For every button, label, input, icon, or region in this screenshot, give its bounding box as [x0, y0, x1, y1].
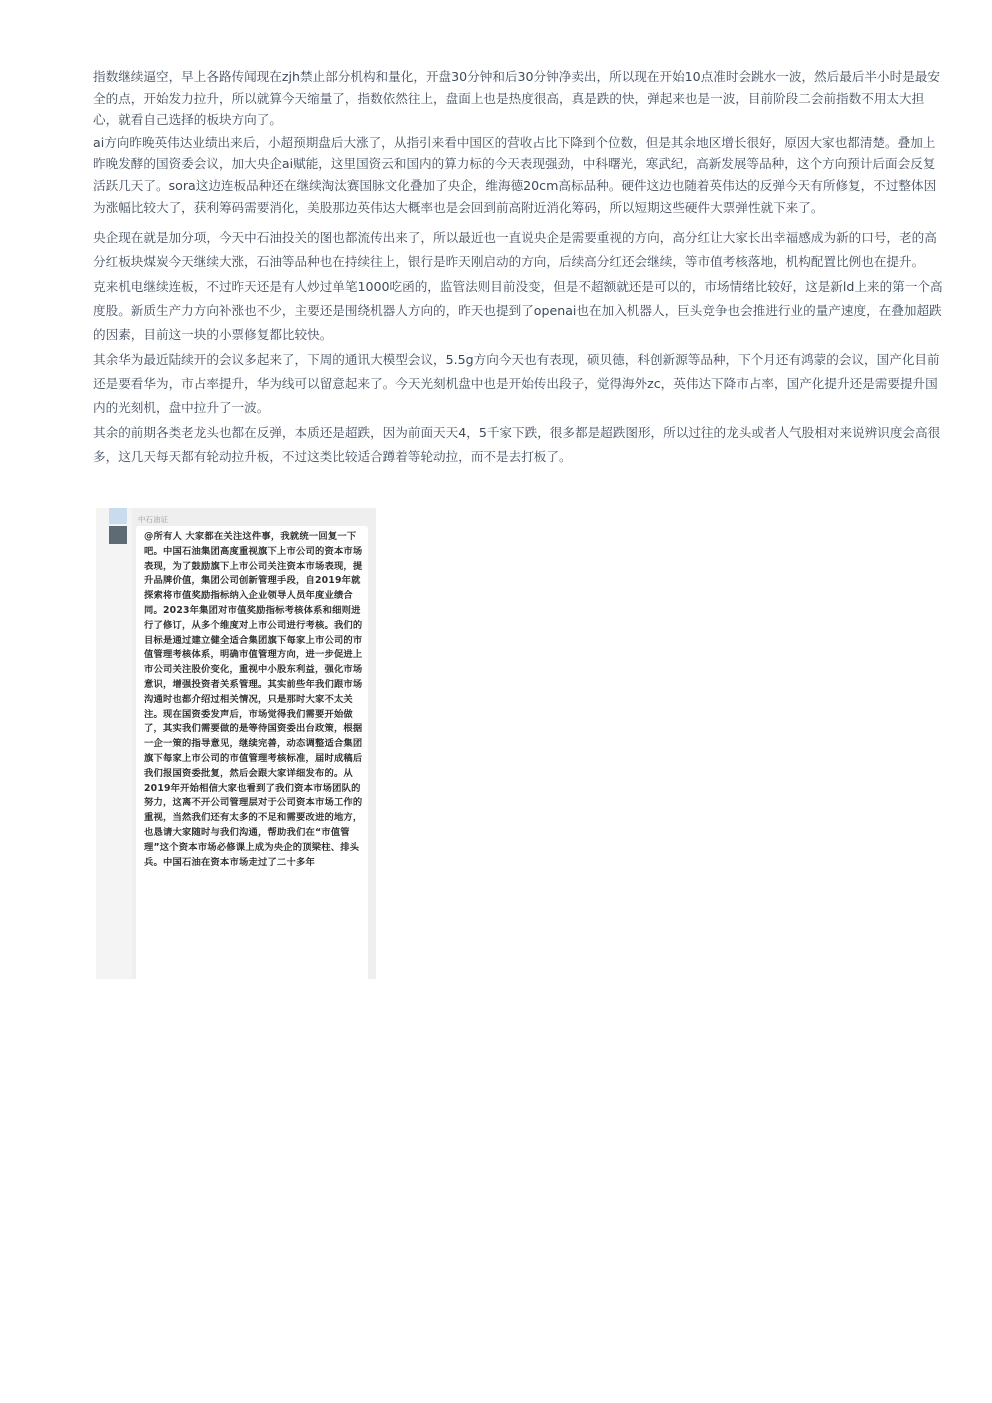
paragraph-ai-direction: ai方向昨晚英伟达业绩出来后，小超预期盘后大涨了，从指引来看中国区的营收占比下降到个位数，但是其余地区增长很好，原因大家也都清楚。叠加上昨晚发酵的国资委会议，加大央企ai赋能，这里国资云和国内的算力标的今天表现强劲，中科曙光，寒武纪，高新发展等品种，这个方向预计后面会反复活跃几天了。sora这边连板品种还在继续淘汰赛国脉文化叠加了央企，维海德20cm高标品种。硬件这边也随着英伟达的反弹今天有所修复，不过整体因为涨幅比较大了，获利筹码需要消化，美股那边英伟达大概率也是会回到前高附近消化筹码，所以短期这些硬件大票弹性就下来了。 [93, 134, 937, 215]
paragraph-old-leaders: 其余的前期各类老龙头也都在反弹，本质还是超跌，因为前面天天4，5千家下跌，很多都是超跌图形，所以过往的龙头或者人气股相对来说辨识度会高很多，这几天每天都有轮动拉升板，不过这类比较适合蹲着等轮动拉，而不是去打板了。 [93, 425, 941, 465]
paragraph-index-trend: 指数继续逼空，早上各路传闻现在zjh禁止部分机构和量化，开盘30分钟和后30分钟净卖出，所以现在开始10点准时会跳水一波，然后最后半小时是最安全的点，开始发力拉升，所以就算今天缩量了，指数依然往上，盘面上也是热度很高，真是跌的快，弹起来也是一波，目前阶段二会前指数不用太大担心，就看自己选择的板块方向了。 [93, 69, 940, 128]
chat-sender-name: 中石油证 [138, 515, 168, 524]
chat-screenshot-image [96, 508, 376, 979]
chat-message-text: @所有人 大家都在关注这件事，我就统一回复一下吧。中国石油集团高度重视旗下上市公司的资本市场表现，为了鼓励旗下上市公司关注资本市场表现，提升品牌价值，集团公司创新管理手段，自2019年就探索将市值奖励指标纳入企业领导人员年度业绩合同。2023年集团对市值奖励指标考核体系和细则进行了修订，从多个维度对上市公司进行考核。我们的目标是通过建立健全适合集团旗下每家上市公司的市值管理考核体系，明确市值管理方向，进一步促进上市公司关注股价变化，重视中小股东利益，强化市场意识，增强投资者关系管理。其实前些年我们跟市场沟通时也都介绍过相关情况，只是那时大家不太关注。现在国资委发声后，市场觉得我们需要开始做了，其实我们需要做的是等待国资委出台政策，根据一企一策的指导意见，继续完善，动态调整适合集团旗下每家上市公司的市值管理考核标准，届时成稿后我们报国资委批复，然后会跟大家详细发布的。从2019年开始相信大家也看到了我们资本市场团队的努力，这离不开公司管理层对于公司资本市场工作的重视，当然我们还有太多的不足和需要改进的地方，也恳请大家随时与我们沟通，帮助我们在“市值管理”这个资本市场必修课上成为央企的顶梁柱、排头兵。中国石油在资本市场走过了二十多年 [144, 531, 363, 868]
article-body [93, 66, 945, 470]
avatar [109, 526, 127, 544]
paragraph-kelai-robot: 克来机电继续连板，不过昨天还是有人炒过单笔1000吃函的，监管法则目前没变，但是不超额就还是可以的，市场情绪比较好，这是新ld上来的第一个高度股。新质生产力方向补涨也不少，主要还是围绕机器人方向的，昨天也提到了openai也在加入机器人，巨头竞争也会推进行业的量产速度，在叠加超跌的因素，目前这一块的小票修复都比较快。 [93, 279, 943, 343]
chat-left-strip [96, 508, 132, 979]
avatar-top-block [109, 508, 127, 524]
paragraph-central-soe: 央企现在就是加分项，今天中石油投关的图也都流传出来了，所以最近也一直说央企是需要重视的方向，高分红让大家长出幸福感成为新的口号，老的高分红板块煤炭今天继续大涨，石油等品种也在持续往上，银行是昨天刚启动的方向，后续高分红还会继续，等市值考核落地，机构配置比例也在提升。 [93, 230, 937, 270]
paragraph-huawei: 其余华为最近陆续开的会议多起来了，下周的通讯大模型会议，5.5g方向今天也有表现，硕贝德，科创新源等品种，下个月还有鸿蒙的会议，国产化目前还是要看华为，市占率提升，华为线可以留意起来了。今天光刻机盘中也是开始传出段子，觉得海外zc，英伟达下降市占率，国产化提升还是需要提升国内的光刻机，盘中拉升了一波。 [93, 352, 940, 416]
